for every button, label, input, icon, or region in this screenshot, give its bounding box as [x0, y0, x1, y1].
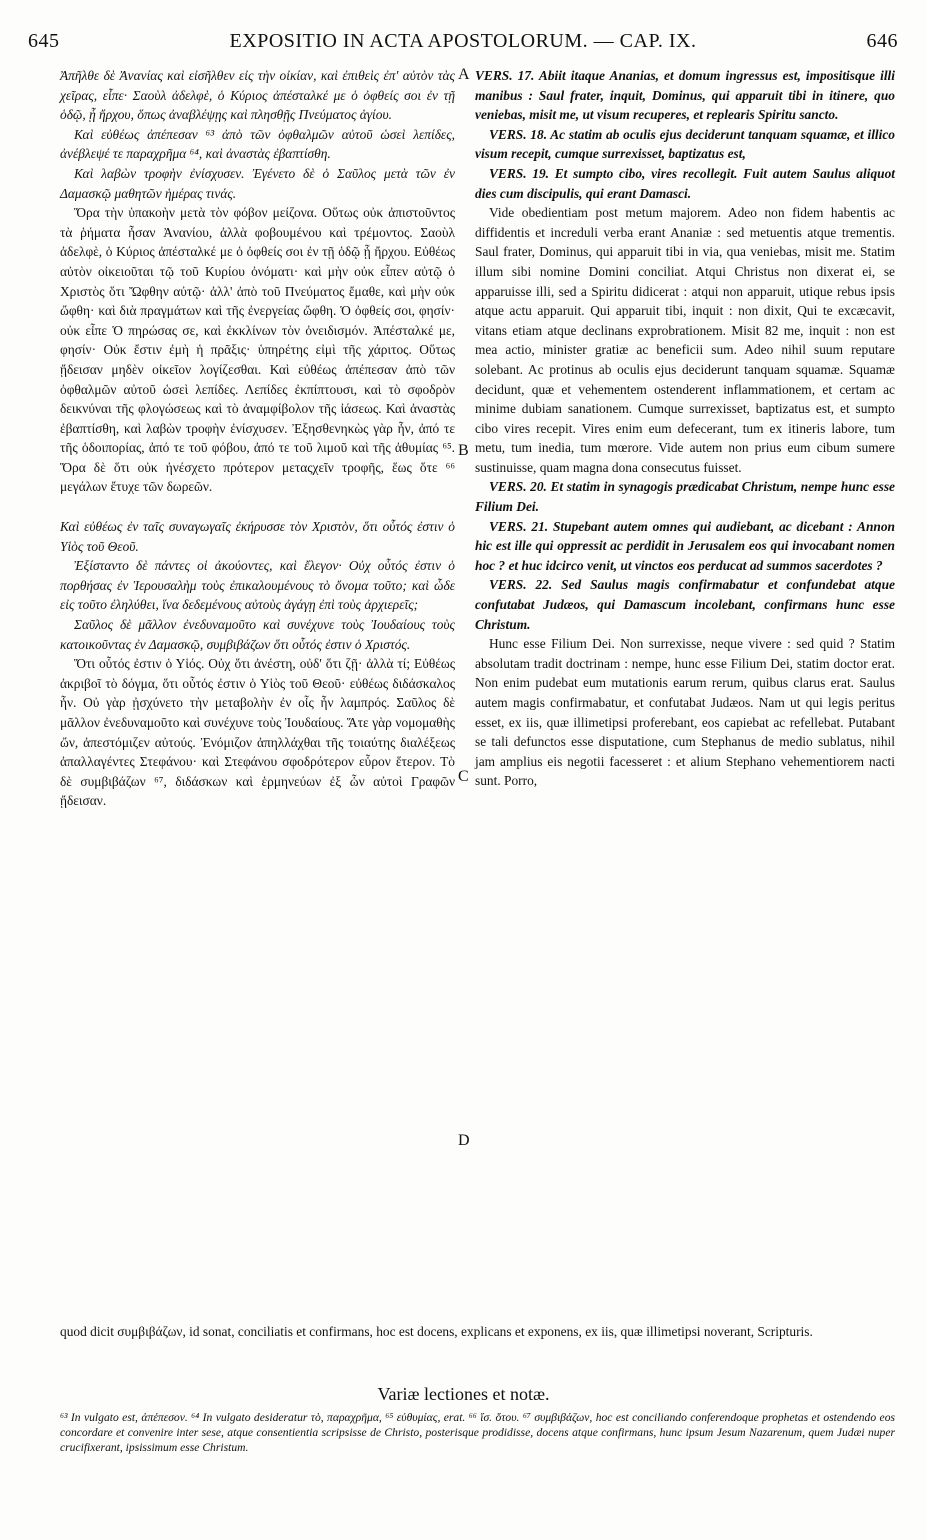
margin-letter-d: D — [458, 1132, 470, 1149]
greek-paragraph: Ὅρα τὴν ὑπακοὴν μετὰ τὸν φόβον μείζονα. Οὕτως οὐκ ἀπιστοῦντος τὰ ῥήματα ἦσαν Ἀνανίου, ἀλλὰ φοβουμένου καὶ τρέμοντος. Σαοὺλ ἀδελφὲ, ὁ Κύριος ἀπέσταλκέ με ὁ ὀφθείς σοι ἐν τῇ ὁδῷ ᾗ ἤρχου. Εὐθέως αὐτὸν οἰκειοῦται τῷ τοῦ Κυρίου ὀνόματι· καὶ μὴν οὐκ εἶπεν αὐτῷ ὁ Χριστὸς ὅτι Ὤφθην αὐτῷ· ἀλλ' ἀπὸ τοῦ Πνεύματος ἔμαθε, καὶ μὴν οὐκ ὤφθη· καὶ διὰ πραγμάτων καὶ τῆς ἐνεργείας ὤφθη. Ὁ ὀφθείς σοι, φησίν· οὐκ εἶπε Ὁ πηρώσας σε, καὶ ἐκκλίνων τὸν ὀνειδισμόν. Ἀπέσταλκέ με, φησίν· Οὐκ ἔστιν ἐμὴ ἡ πρᾶξις· ὑπηρέτης εἰμὶ τῆς χάριτος. Οὕτως ᾔδεισαν μηδὲν οἰκεῖον λογίζεσθαι. Καὶ εὐθέως ἀπέπεσαν ἀπὸ τῶν ὀφθαλμῶν αὐτοῦ ὡσεὶ λεπίδες. Λεπίδες ἐκπίπτουσι, καὶ τὸ σφοδρὸν δεικνύναι τῆς φλογώσεως καὶ τὸ ἀναμφίβολον τῆς ἰάσεως. Καὶ ἀναστὰς ἐβαπτίσθη, καὶ λαβὼν τροφὴν ἐνίσχυσεν. Ἐξησθενηκὼς γὰρ ἦν, ἀπό τε τῆς ὁδοιπορίας, ἀπό τε τοῦ φόβου, ἀπό τε τοῦ λιμοῦ καὶ τῆς ἀθυμίας ⁶⁵. Ὅρα δὲ ὅτι οὐκ ἠνέσχετο πρότερον μεταςχεῖν τροφῆς, ἕως ὅτε ⁶⁶ μεγάλων ἔτυχε τῶν δωρεῶν. — [60, 205, 455, 495]
notes-heading: Variæ lectiones et notæ. — [377, 1384, 550, 1404]
latin-paragraph: VERS. 21. Stupebant autem omnes qui audiebant, ac dicebant : Annon hic est ille qui oppressit ac perdidit in Jerusalem eos qui invocabant nomen hoc ? et huc idcirco venit, ut vinctos eos perducat ad summos sacerdotes ? — [475, 518, 895, 573]
latin-paragraph: VERS. 19. Et sumpto cibo, vires recollegit. Fuit autem Saulus aliquot dies cum discipulis, qui erant Damasci. — [475, 165, 895, 201]
greek-paragraph: Καὶ λαβὼν τροφὴν ἐνίσχυσεν. Ἐγένετο δὲ ὁ Σαῦλος μετὰ τῶν ἐν Δαμασκῷ μαθητῶν ἡμέρας τινάς. — [60, 165, 455, 201]
greek-paragraph: Καὶ εὐθέως ἐν ταῖς συναγωγαῖς ἐκήρυσσε τὸν Χριστὸν, ὅτι οὗτός ἐστιν ὁ Υἱὸς τοῦ Θεοῦ. — [60, 519, 455, 554]
greek-column — [60, 66, 455, 811]
latin-paragraph: VERS. 22. Sed Saulus magis confirmabatur et confundebat atque confutabat Judæos, qui Damascum incolebant, confirmans hunc esse Christum. — [475, 577, 895, 632]
margin-letter-b: B — [458, 442, 469, 459]
latin-paragraph: Hunc esse Filium Dei. Non surrexisse, neque vivere : sed quid ? Statim absolutam tradit doctrinam : nempe, hunc esse Filium Dei, statim doctor erat. Non enim pudebat eum mutationis earum rerum, quibus clarus erat. Saulus autem magis confirmabatur, et confutabat Judæos. Nam ut qui legis peritus esset, ex iis, quæ illimetipsi proferebant, eos capiebat ac refellebat. Putabant se tali defunctos esse disputatione, cum Stephanus de medio sublatus, nihil jam amplius eis negotii facesseret : et alium Stephano vehementiorem nacti sunt. Porro, — [475, 636, 895, 789]
greek-paragraph: Σαῦλος δὲ μᾶλλον ἐνεδυναμοῦτο καὶ συνέχυνε τοὺς Ἰουδαίους τοὺς κατοικοῦντας ἐν Δαμασκῷ, συμβιβάζων ὅτι οὗτός ἐστιν ὁ Χριστός. — [60, 617, 455, 652]
footnotes: ⁶³ In vulgato est, ἀπέπεσον. ⁶⁴ In vulgato desideratur τὸ, παραχρῆμα, ⁶⁵ εὐθυμίας, erat. ⁶⁶ ἴσ. ὅτου. ⁶⁷ συμβιβάζων, hoc est conciliando conferendoque prophetas et ostendendo eos concordare et convenire inter sese, atque consentientia scripsisse de Christo, posterisque prodidisse, docens atque confirmans, hunc ipsum Jesum Nazarenum, quem Judæi nuper crucifixerant, ipsissimum esse Christum. — [60, 1411, 895, 1455]
continuation-text: quod dicit συμβιβάζων, id sonat, conciliatis et confirmans, hoc est docens, explicans et exponens, ex iis, quæ illimetipsi noverant, Scripturis. — [60, 1324, 813, 1339]
greek-paragraph: Καὶ εὐθέως ἀπέπεσαν ⁶³ ἀπὸ τῶν ὀφθαλμῶν αὐτοῦ ὡσεὶ λεπίδες, ἀνέβλεψέ τε παραχρῆμα ⁶⁴, καὶ ἀναστὰς ἐβαπτίσθη. — [60, 126, 455, 162]
page-number-right: 646 — [866, 30, 898, 52]
page-number-left: 645 — [28, 30, 60, 52]
running-title: EXPOSITIO IN ACTA APOSTOLORUM. — CAP. IX. — [229, 30, 697, 52]
latin-column — [475, 66, 895, 791]
latin-paragraph: VERS. 18. Ac statim ab oculis ejus deciderunt tanquam squamæ, et illico visum recepit, cumque surrexisset, baptizatus est, — [475, 126, 895, 162]
latin-paragraph: VERS. 20. Et statim in synagogis prædicabat Christum, nempe hunc esse Filium Dei. — [475, 479, 895, 515]
latin-paragraph: Vide obedientiam post metum majorem. Adeo non fidem habentis ac diffidentis et increduli verba erant Ananiæ : sed metuentis atque trementis. Saul frater, Dominus, qui apparuit tibi in via, qua veniebas, misit me. Statim illum sibi nomine Domini conciliat. Atqui Christus non dixerat ei, se apparuisse illi, sed a Spiritu didicerat : atqui non apparuit, utique rebus ipsis atque actu apparuit. Qui apparuit tibi, inquit : non dixit, Qui te excæcavit, vitans etiam atque declinans exprobrationem. Misit 82 me, inquit : non est mea actio, minister gratiæ ac beneficii sum. Adeo nihil suum reputare solebant. Ac protinus ab oculis ejus deciderunt tanquam squamæ. Squamæ decidunt, quæ et vehementem ostenderent inflammationem, et certam ac minime dubiam sanationem. Cumque surrexisset, baptizatus est, et sumpto cibo vires recepit. Vires enim eum defecerant, tum ex itineris labore, tum metu, tum inedia, tum mœrore. Vide autem non prius eum cibum sumere sustinuisse, quam magna dona consecutus fuisset. — [475, 205, 895, 475]
spacer — [60, 497, 455, 517]
margin-letter-c: C — [458, 768, 469, 785]
margin-letter-a: A — [458, 66, 470, 83]
greek-paragraph: Ὅτι οὗτός ἐστιν ὁ Υἱός. Οὐχ ὅτι ἀνέστη, οὐδ' ὅτι ζῇ· ἀλλὰ τί; Εὐθέως ἀκριβοῖ τὸ δόγμα, ὅτι οὗτός ἐστιν ὁ Υἱὸς τοῦ Θεοῦ· εὐθέως διδάσκαλος ἦν. Οὐ γὰρ ᾐσχύνετο τὴν μεταβολὴν ἐν οἷς ἦν λαμπρός. Σαῦλος δὲ μᾶλλον ἐνεδυναμοῦτο καὶ συνέχυνε τοὺς Ἰουδαίους. Ἅτε γὰρ νομομαθὴς ὤν, ἀπεστόμιζεν αὐτούς. Ἐνόμιζον ἀπηλλάχθαι τῆς τοιαύτης διαλέξεως ἀπαλλαγέντες Στεφάνου· καὶ Στεφάνου σφοδρότερον εὗρον ἕτερον. Τὸ δὲ συμβιβάζων ⁶⁷, διδάσκων καὶ ἑρμηνεύων ἐξ ὧν αὐτοὶ Γραφῶν ᾔδεισαν. — [60, 656, 455, 809]
greek-paragraph: Ἀπῆλθε δὲ Ἀνανίας καὶ εἰσῆλθεν εἰς τὴν οἰκίαν, καὶ ἐπιθεὶς ἐπ' αὐτὸν τὰς χεῖρας, εἶπε· Σαοὺλ ἀδελφὲ, ὁ Κύριος ἀπέσταλκέ με ὁ ὀφθείς σοι ἐν τῇ ὁδῷ, ᾗ ἤρχου, ὅπως ἀναβλέψῃς καὶ πλησθῇς Πνεύματος ἁγίου. — [60, 68, 455, 123]
greek-paragraph: Ἐξίσταντο δὲ πάντες οἱ ἀκούοντες, καὶ ἔλεγον· Οὐχ οὗτός ἐστιν ὁ πορθήσας ἐν Ἱερουσαλὴμ τοὺς ἐπικαλουμένους τὸ ὄνομα τοῦτο; καὶ ὧδε εἰς τοῦτο ἐληλύθει, ἵνα δεδεμένους αὐτοὺς ἀγάγῃ ἐπὶ τοὺς ἀρχιερεῖς; — [60, 558, 455, 613]
running-header — [28, 30, 898, 60]
latin-paragraph: VERS. 17. Abiit itaque Ananias, et domum ingressus est, impositisque illi manibus : Saul frater, inquit, Dominus, qui apparuit tibi in itinere, quo veniebas, misit me, ut visum recuperes, et replearis Spiritu sancto. — [475, 68, 895, 123]
